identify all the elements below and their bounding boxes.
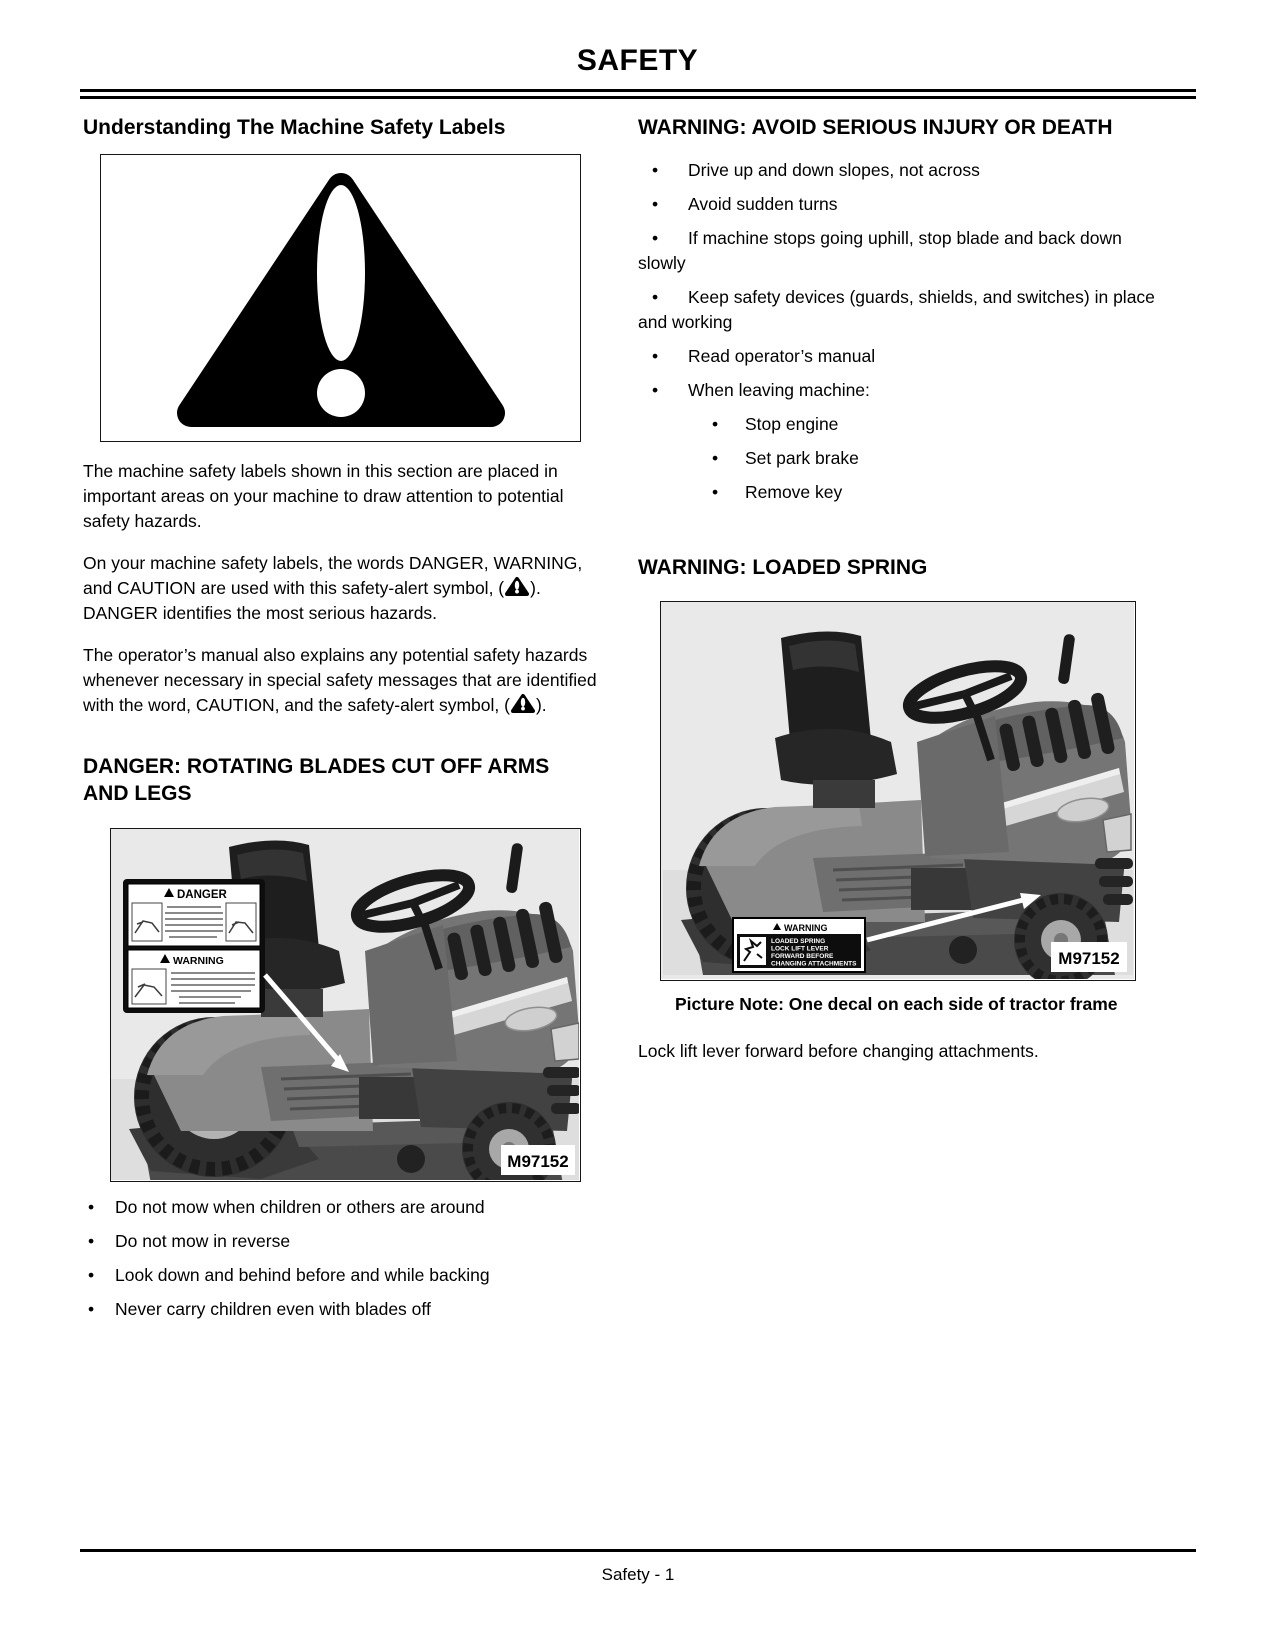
tractor-photo-danger-decals [110,828,581,1182]
picture-note: Picture Note: One decal on each side of tractor frame [675,994,1118,1014]
list-item: •If machine stops going uphill, stop blade and back down slowly [638,226,1155,276]
svg-text:M97152: M97152 [1058,949,1120,968]
paragraph: The operator’s manual also explains any potential safety hazards whenever necessary in special safety messages that are identified with the word, CAUTION, and the safety-alert symbol, ( ). [83,645,597,715]
list-item: •Keep safety devices (guards, shields, and switches) in place and working [638,285,1155,335]
list-item: •Drive up and down slopes, not across [638,158,1155,183]
left-column [83,114,600,1331]
bullet-dot [638,158,688,183]
alert-triangle-icon [101,155,579,440]
section-heading-loaded-spring: WARNING: LOADED SPRING [638,556,928,579]
sub-list-item: •Stop engine [712,412,1155,437]
right-column [638,114,1155,1331]
photo-id-label [1051,942,1127,972]
bullet-dot [83,1297,115,1322]
bullet-dot [638,378,688,403]
loaded-spring-decal [733,918,865,972]
sub-list-item: •Set park brake [712,446,1155,471]
svg-text:WARNING: WARNING [784,923,828,933]
two-column-layout [0,99,1275,1331]
page-footer [80,1549,1196,1585]
photo-id-label [501,1145,575,1175]
section-heading-danger-blades: DANGER: ROTATING BLADES CUT OFF ARMS AND LEGS [83,755,550,805]
paragraph: Lock lift lever forward before changing attachments. [638,1041,1039,1061]
svg-text:WARNING: WARNING [173,955,224,967]
bullet-dot [83,1195,115,1220]
bullet-dot [712,446,745,471]
section-heading-understanding: Understanding The Machine Safety Labels [83,116,506,139]
svg-text:CHANGING ATTACHMENTS: CHANGING ATTACHMENTS [771,960,857,968]
list-item: •Never carry children even with blades off [83,1297,600,1322]
bullet-dot [638,226,688,251]
list-item: •Look down and behind before and while backing [83,1263,600,1288]
bullet-dot [638,344,688,369]
paragraph: On your machine safety labels, the words DANGER, WARNING, and CAUTION are used with this safety-alert symbol, ( ). DANGER identifies the most serious hazards. [83,553,583,623]
danger-warning-decal [123,879,265,1013]
list-item: •Read operator’s manual [638,344,1155,369]
section-heading-warning-injury: WARNING: AVOID SERIOUS INJURY OR DEATH [638,116,1113,139]
bullet-dot [712,480,745,505]
sub-list-item: •Remove key [712,480,1155,505]
paragraph: The machine safety labels shown in this section are placed in important areas on your machine to draw attention to potential safety hazards. [83,461,564,531]
safety-alert-icon [511,693,535,714]
svg-text:DANGER: DANGER [177,889,227,901]
safety-alert-icon [505,576,529,597]
page-title: SAFETY [576,44,699,77]
list-item: •Avoid sudden turns [638,192,1155,217]
safety-alert-symbol-figure [100,154,581,442]
svg-text:M97152: M97152 [507,1152,569,1171]
list-item: •Do not mow when children or others are around [83,1195,600,1220]
svg-text:LOCK LIFT LEVER: LOCK LIFT LEVER [771,945,829,953]
list-item: •When leaving machine: [638,378,1155,403]
bullet-dot [638,192,688,217]
svg-text:FORWARD BEFORE: FORWARD BEFORE [771,953,834,960]
header-rule [80,89,1196,99]
list-item: •Do not mow in reverse [83,1229,600,1254]
svg-text:LOADED SPRING: LOADED SPRING [771,938,826,945]
tractor-photo-loaded-spring [660,601,1136,981]
page-number: Safety - 1 [601,1565,675,1584]
bullet-dot [712,412,745,437]
bullet-dot [638,285,688,310]
bullet-dot [83,1263,115,1288]
bullet-dot [83,1229,115,1254]
